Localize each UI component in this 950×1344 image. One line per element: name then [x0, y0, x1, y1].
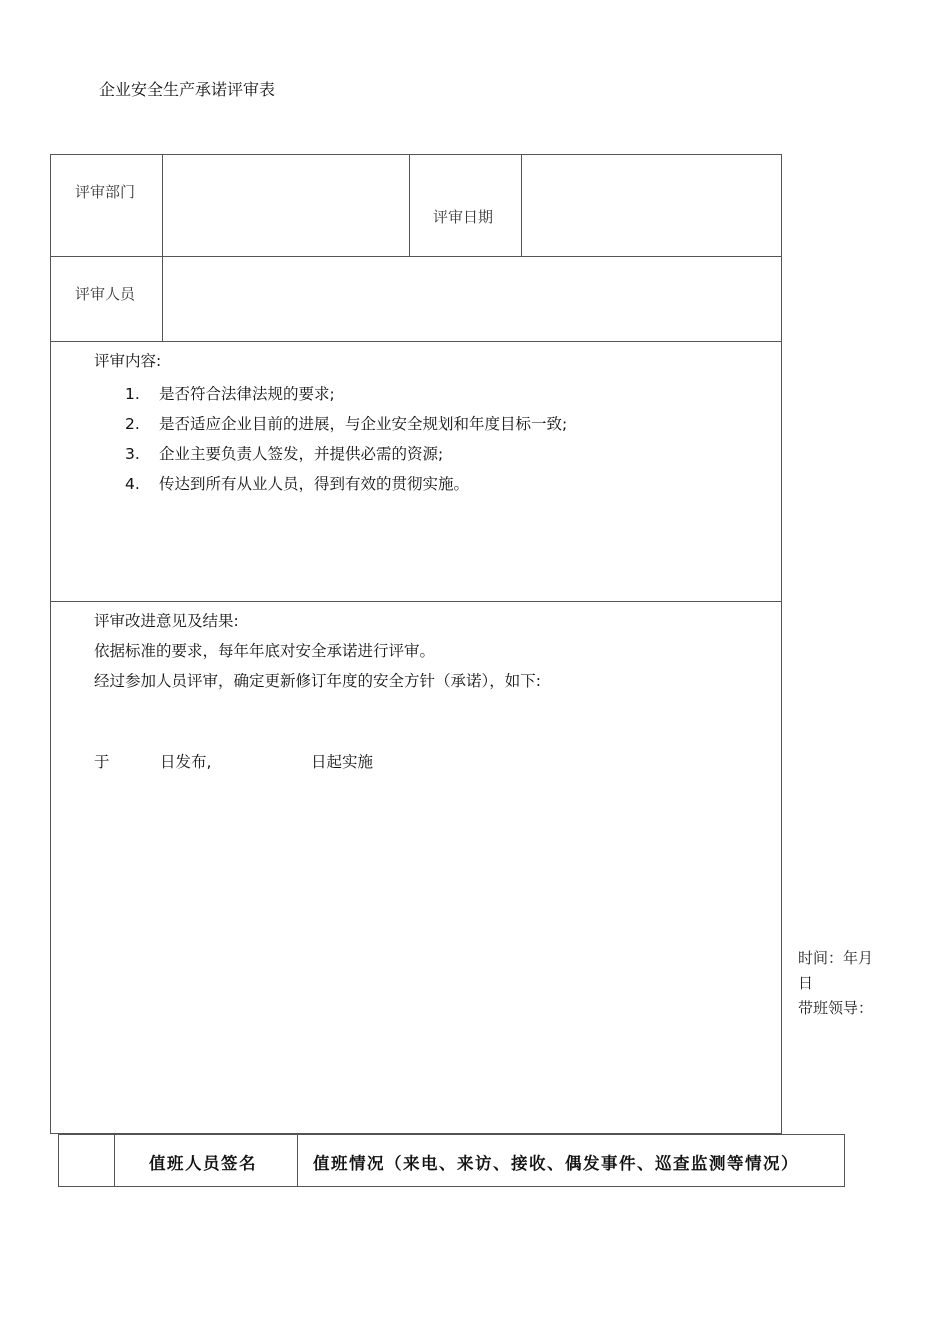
personnel-field[interactable] — [163, 257, 781, 341]
row-divider — [51, 341, 781, 342]
date-label: 评审日期 — [433, 208, 494, 226]
document-title: 企业安全生产承诺评审表 — [99, 80, 276, 99]
leader-label: 带班领导： — [798, 999, 874, 1017]
publish-prefix: 于 — [94, 753, 110, 771]
content-heading: 评审内容: — [94, 352, 162, 370]
dept-field[interactable] — [163, 155, 409, 256]
situation-column-header: 值班情况（来电、来访、接收、偶发事件、巡查监测等情况） — [313, 1154, 799, 1173]
column-divider — [409, 155, 410, 256]
time-line-2: 日 — [798, 974, 814, 992]
dept-label: 评审部门 — [75, 183, 136, 201]
signature-column-header: 值班人员签名 — [149, 1154, 257, 1173]
duty-index-cell — [59, 1135, 114, 1186]
date-field[interactable] — [522, 155, 781, 256]
duty-table — [58, 1134, 845, 1187]
improvement-heading: 评审改进意见及结果: — [94, 612, 239, 630]
row-divider — [51, 601, 781, 602]
column-divider — [297, 1135, 298, 1186]
publish-suffix: 日起实施 — [311, 753, 374, 771]
content-item: 1. 是否符合法律法规的要求; — [125, 385, 335, 403]
duty-side-note — [798, 946, 898, 1021]
column-divider — [114, 1135, 115, 1186]
publish-mid: 日发布, — [160, 753, 212, 771]
review-form-table — [50, 154, 782, 1134]
content-item: 3. 企业主要负责人签发，并提供必需的资源; — [125, 445, 444, 463]
improvement-line-1: 依据标准的要求，每年年底对安全承诺进行评审。 — [94, 642, 436, 660]
content-item: 4. 传达到所有从业人员，得到有效的贯彻实施。 — [125, 475, 470, 493]
improvement-line-2: 经过参加人员评审，确定更新修订年度的安全方针（承诺），如下: — [94, 672, 541, 690]
content-item: 2. 是否适应企业目前的进展，与企业安全规划和年度目标一致; — [125, 415, 568, 433]
time-line-1: 时间：年月 — [798, 949, 874, 967]
personnel-label: 评审人员 — [75, 285, 136, 303]
